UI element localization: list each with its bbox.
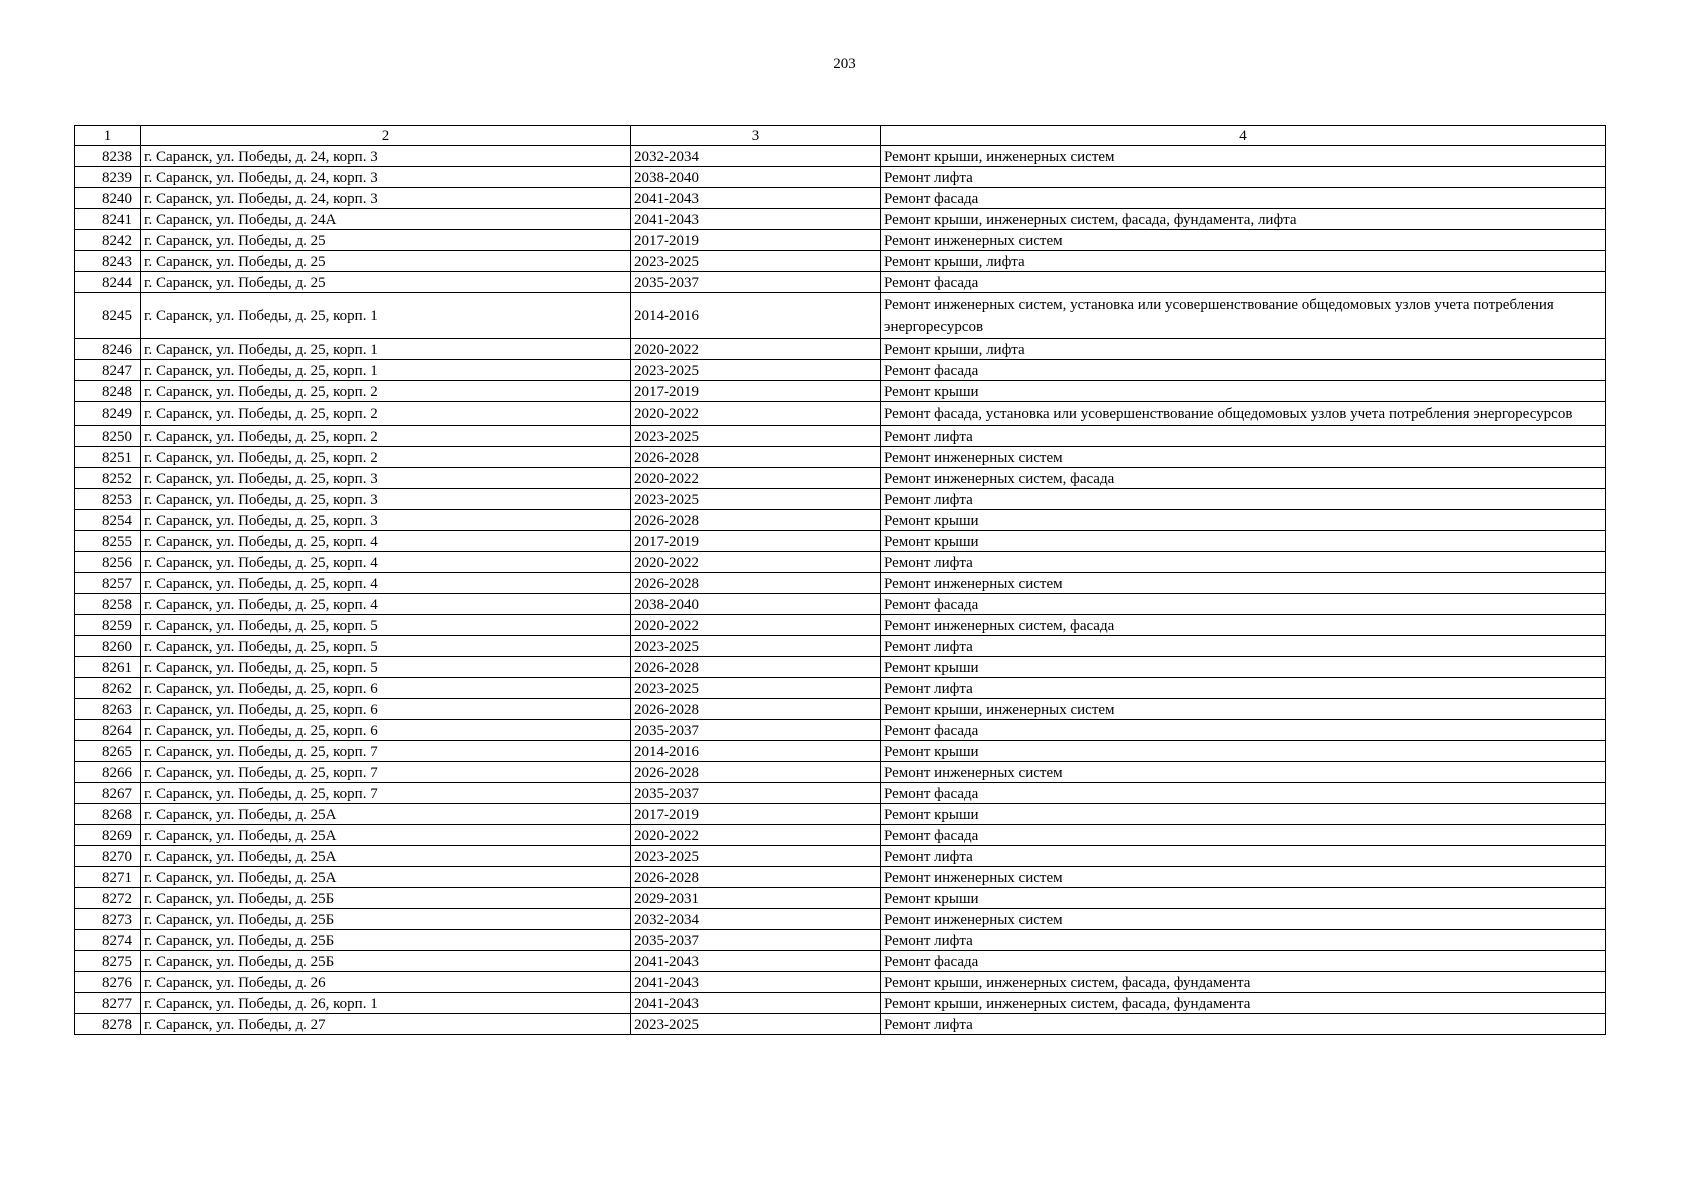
address-cell: г. Саранск, ул. Победы, д. 25, корп. 2	[141, 402, 631, 426]
row-number-cell: 8268	[75, 804, 141, 825]
address-cell: г. Саранск, ул. Победы, д. 24, корп. 3	[141, 146, 631, 167]
address-cell: г. Саранск, ул. Победы, д. 25, корп. 7	[141, 741, 631, 762]
period-cell: 2041-2043	[631, 209, 881, 230]
address-cell: г. Саранск, ул. Победы, д. 25, корп. 2	[141, 447, 631, 468]
work-type-cell: Ремонт лифта	[881, 678, 1606, 699]
period-cell: 2017-2019	[631, 381, 881, 402]
work-type-cell: Ремонт фасада	[881, 951, 1606, 972]
row-number-cell: 8275	[75, 951, 141, 972]
row-number-cell: 8265	[75, 741, 141, 762]
work-type-cell: Ремонт фасада	[881, 783, 1606, 804]
table-row	[75, 867, 1606, 888]
period-cell: 2017-2019	[631, 230, 881, 251]
address-cell: г. Саранск, ул. Победы, д. 25А	[141, 846, 631, 867]
address-cell: г. Саранск, ул. Победы, д. 25	[141, 272, 631, 293]
row-number-cell: 8241	[75, 209, 141, 230]
period-cell: 2032-2034	[631, 146, 881, 167]
work-type-cell: Ремонт лифта	[881, 426, 1606, 447]
address-cell: г. Саранск, ул. Победы, д. 25, корп. 7	[141, 783, 631, 804]
period-cell: 2029-2031	[631, 888, 881, 909]
period-cell: 2017-2019	[631, 804, 881, 825]
column-header-1: 1	[75, 126, 141, 146]
table-row	[75, 825, 1606, 846]
row-number-cell: 8259	[75, 615, 141, 636]
row-number-cell: 8260	[75, 636, 141, 657]
table-row	[75, 447, 1606, 468]
period-cell: 2035-2037	[631, 720, 881, 741]
row-number-cell: 8261	[75, 657, 141, 678]
period-cell: 2026-2028	[631, 447, 881, 468]
work-type-cell: Ремонт инженерных систем	[881, 909, 1606, 930]
work-type-cell: Ремонт инженерных систем, фасада	[881, 615, 1606, 636]
period-cell: 2023-2025	[631, 426, 881, 447]
period-cell: 2020-2022	[631, 825, 881, 846]
column-header-2: 2	[141, 126, 631, 146]
row-number-cell: 8255	[75, 531, 141, 552]
address-cell: г. Саранск, ул. Победы, д. 24, корп. 3	[141, 167, 631, 188]
column-header-4: 4	[881, 126, 1606, 146]
row-number-cell: 8264	[75, 720, 141, 741]
table-row	[75, 230, 1606, 251]
period-cell: 2035-2037	[631, 272, 881, 293]
row-number-cell: 8240	[75, 188, 141, 209]
period-cell: 2017-2019	[631, 531, 881, 552]
address-cell: г. Саранск, ул. Победы, д. 25А	[141, 825, 631, 846]
period-cell: 2020-2022	[631, 402, 881, 426]
address-cell: г. Саранск, ул. Победы, д. 25А	[141, 867, 631, 888]
work-type-cell: Ремонт крыши	[881, 888, 1606, 909]
table-row	[75, 951, 1606, 972]
row-number-cell: 8250	[75, 426, 141, 447]
work-type-cell: Ремонт лифта	[881, 489, 1606, 510]
row-number-cell: 8263	[75, 699, 141, 720]
work-type-cell: Ремонт крыши, лифта	[881, 251, 1606, 272]
table-row	[75, 402, 1606, 426]
address-cell: г. Саранск, ул. Победы, д. 27	[141, 1014, 631, 1035]
work-type-cell: Ремонт инженерных систем	[881, 230, 1606, 251]
table-row	[75, 573, 1606, 594]
row-number-cell: 8272	[75, 888, 141, 909]
capital-repair-table	[74, 125, 1606, 1035]
work-type-cell: Ремонт крыши, инженерных систем	[881, 146, 1606, 167]
table-row	[75, 657, 1606, 678]
period-cell: 2038-2040	[631, 167, 881, 188]
period-cell: 2014-2016	[631, 293, 881, 339]
address-cell: г. Саранск, ул. Победы, д. 24А	[141, 209, 631, 230]
row-number-cell: 8269	[75, 825, 141, 846]
page-number: 203	[833, 56, 856, 72]
work-type-cell: Ремонт лифта	[881, 552, 1606, 573]
work-type-cell: Ремонт крыши, инженерных систем, фасада, фундамента	[881, 993, 1606, 1014]
address-cell: г. Саранск, ул. Победы, д. 25Б	[141, 888, 631, 909]
row-number-cell: 8246	[75, 339, 141, 360]
table-row	[75, 531, 1606, 552]
row-number-cell: 8253	[75, 489, 141, 510]
work-type-cell: Ремонт фасада	[881, 720, 1606, 741]
table-row	[75, 993, 1606, 1014]
table-row	[75, 888, 1606, 909]
work-type-cell: Ремонт лифта	[881, 846, 1606, 867]
table-row	[75, 489, 1606, 510]
period-cell: 2023-2025	[631, 1014, 881, 1035]
table-row	[75, 636, 1606, 657]
work-type-cell: Ремонт лифта	[881, 167, 1606, 188]
address-cell: г. Саранск, ул. Победы, д. 25Б	[141, 951, 631, 972]
period-cell: 2032-2034	[631, 909, 881, 930]
table-row	[75, 510, 1606, 531]
row-number-cell: 8257	[75, 573, 141, 594]
table-header-row	[75, 126, 1606, 146]
period-cell: 2041-2043	[631, 188, 881, 209]
work-type-cell: Ремонт крыши, лифта	[881, 339, 1606, 360]
address-cell: г. Саранск, ул. Победы, д. 25, корп. 7	[141, 762, 631, 783]
work-type-cell: Ремонт крыши	[881, 804, 1606, 825]
row-number-cell: 8252	[75, 468, 141, 489]
table-row	[75, 972, 1606, 993]
address-cell: г. Саранск, ул. Победы, д. 25	[141, 251, 631, 272]
table-row	[75, 720, 1606, 741]
row-number-cell: 8270	[75, 846, 141, 867]
period-cell: 2035-2037	[631, 930, 881, 951]
address-cell: г. Саранск, ул. Победы, д. 25, корп. 4	[141, 594, 631, 615]
period-cell: 2020-2022	[631, 468, 881, 489]
row-number-cell: 8271	[75, 867, 141, 888]
row-number-cell: 8247	[75, 360, 141, 381]
row-number-cell: 8262	[75, 678, 141, 699]
address-cell: г. Саранск, ул. Победы, д. 25, корп. 3	[141, 489, 631, 510]
work-type-cell: Ремонт фасада	[881, 188, 1606, 209]
table-row	[75, 846, 1606, 867]
period-cell: 2026-2028	[631, 657, 881, 678]
address-cell: г. Саранск, ул. Победы, д. 25, корп. 1	[141, 293, 631, 339]
work-type-cell: Ремонт крыши	[881, 381, 1606, 402]
address-cell: г. Саранск, ул. Победы, д. 25, корп. 3	[141, 468, 631, 489]
address-cell: г. Саранск, ул. Победы, д. 25, корп. 6	[141, 678, 631, 699]
table-row	[75, 699, 1606, 720]
work-type-cell: Ремонт крыши	[881, 531, 1606, 552]
period-cell: 2041-2043	[631, 951, 881, 972]
work-type-cell: Ремонт крыши	[881, 741, 1606, 762]
table-row	[75, 552, 1606, 573]
period-cell: 2041-2043	[631, 993, 881, 1014]
address-cell: г. Саранск, ул. Победы, д. 25, корп. 3	[141, 510, 631, 531]
address-cell: г. Саранск, ул. Победы, д. 25, корп. 5	[141, 657, 631, 678]
period-cell: 2023-2025	[631, 678, 881, 699]
row-number-cell: 8238	[75, 146, 141, 167]
period-cell: 2023-2025	[631, 489, 881, 510]
row-number-cell: 8256	[75, 552, 141, 573]
period-cell: 2020-2022	[631, 615, 881, 636]
table-row	[75, 272, 1606, 293]
address-cell: г. Саранск, ул. Победы, д. 25А	[141, 804, 631, 825]
work-type-cell: Ремонт инженерных систем	[881, 867, 1606, 888]
table-row	[75, 426, 1606, 447]
table-row	[75, 146, 1606, 167]
table-row	[75, 741, 1606, 762]
work-type-cell: Ремонт фасада	[881, 825, 1606, 846]
address-cell: г. Саранск, ул. Победы, д. 25	[141, 230, 631, 251]
period-cell: 2023-2025	[631, 846, 881, 867]
address-cell: г. Саранск, ул. Победы, д. 25, корп. 1	[141, 339, 631, 360]
table-row	[75, 293, 1606, 339]
column-header-3: 3	[631, 126, 881, 146]
row-number-cell: 8278	[75, 1014, 141, 1035]
work-type-cell: Ремонт инженерных систем, фасада	[881, 468, 1606, 489]
address-cell: г. Саранск, ул. Победы, д. 25, корп. 6	[141, 699, 631, 720]
work-type-cell: Ремонт лифта	[881, 1014, 1606, 1035]
address-cell: г. Саранск, ул. Победы, д. 25Б	[141, 930, 631, 951]
row-number-cell: 8258	[75, 594, 141, 615]
address-cell: г. Саранск, ул. Победы, д. 25, корп. 5	[141, 636, 631, 657]
table-row	[75, 909, 1606, 930]
period-cell: 2026-2028	[631, 699, 881, 720]
address-cell: г. Саранск, ул. Победы, д. 25, корп. 2	[141, 426, 631, 447]
period-cell: 2020-2022	[631, 552, 881, 573]
table-row	[75, 762, 1606, 783]
row-number-cell: 8239	[75, 167, 141, 188]
work-type-cell: Ремонт крыши	[881, 657, 1606, 678]
work-type-cell: Ремонт лифта	[881, 636, 1606, 657]
address-cell: г. Саранск, ул. Победы, д. 24, корп. 3	[141, 188, 631, 209]
work-type-cell: Ремонт крыши, инженерных систем, фасада, фундамента, лифта	[881, 209, 1606, 230]
table-row	[75, 1014, 1606, 1035]
row-number-cell: 8267	[75, 783, 141, 804]
row-number-cell: 8243	[75, 251, 141, 272]
work-type-cell: Ремонт инженерных систем	[881, 573, 1606, 594]
period-cell: 2023-2025	[631, 251, 881, 272]
table-row	[75, 594, 1606, 615]
table-row	[75, 360, 1606, 381]
address-cell: г. Саранск, ул. Победы, д. 25, корп. 4	[141, 573, 631, 594]
table-row	[75, 167, 1606, 188]
work-type-cell: Ремонт крыши	[881, 510, 1606, 531]
period-cell: 2023-2025	[631, 360, 881, 381]
row-number-cell: 8245	[75, 293, 141, 339]
table-row	[75, 209, 1606, 230]
work-type-cell: Ремонт крыши, инженерных систем, фасада, фундамента	[881, 972, 1606, 993]
table-row	[75, 188, 1606, 209]
work-type-cell: Ремонт крыши, инженерных систем	[881, 699, 1606, 720]
period-cell: 2041-2043	[631, 972, 881, 993]
work-type-cell: Ремонт фасада, установка или усовершенствование общедомовых узлов учета потребления энергоресурсов	[881, 402, 1606, 426]
work-type-cell: Ремонт лифта	[881, 930, 1606, 951]
period-cell: 2026-2028	[631, 510, 881, 531]
period-cell: 2038-2040	[631, 594, 881, 615]
period-cell: 2035-2037	[631, 783, 881, 804]
address-cell: г. Саранск, ул. Победы, д. 25, корп. 6	[141, 720, 631, 741]
address-cell: г. Саранск, ул. Победы, д. 26, корп. 1	[141, 993, 631, 1014]
period-cell: 2026-2028	[631, 867, 881, 888]
address-cell: г. Саранск, ул. Победы, д. 25, корп. 4	[141, 552, 631, 573]
period-cell: 2026-2028	[631, 762, 881, 783]
period-cell: 2014-2016	[631, 741, 881, 762]
table-row	[75, 339, 1606, 360]
table-row	[75, 804, 1606, 825]
period-cell: 2023-2025	[631, 636, 881, 657]
work-type-cell: Ремонт фасада	[881, 594, 1606, 615]
row-number-cell: 8251	[75, 447, 141, 468]
address-cell: г. Саранск, ул. Победы, д. 25, корп. 5	[141, 615, 631, 636]
period-cell: 2020-2022	[631, 339, 881, 360]
address-cell: г. Саранск, ул. Победы, д. 25, корп. 4	[141, 531, 631, 552]
table-row	[75, 783, 1606, 804]
row-number-cell: 8274	[75, 930, 141, 951]
row-number-cell: 8276	[75, 972, 141, 993]
work-type-cell: Ремонт инженерных систем	[881, 762, 1606, 783]
row-number-cell: 8254	[75, 510, 141, 531]
table-row	[75, 930, 1606, 951]
work-type-cell: Ремонт инженерных систем	[881, 447, 1606, 468]
row-number-cell: 8266	[75, 762, 141, 783]
row-number-cell: 8242	[75, 230, 141, 251]
address-cell: г. Саранск, ул. Победы, д. 25, корп. 1	[141, 360, 631, 381]
work-type-cell: Ремонт инженерных систем, установка или усовершенствование общедомовых узлов учета потребления энергоресурсов	[881, 293, 1606, 339]
row-number-cell: 8244	[75, 272, 141, 293]
table-row	[75, 615, 1606, 636]
row-number-cell: 8248	[75, 381, 141, 402]
work-type-cell: Ремонт фасада	[881, 360, 1606, 381]
row-number-cell: 8277	[75, 993, 141, 1014]
table-row	[75, 678, 1606, 699]
address-cell: г. Саранск, ул. Победы, д. 26	[141, 972, 631, 993]
table-row	[75, 381, 1606, 402]
address-cell: г. Саранск, ул. Победы, д. 25, корп. 2	[141, 381, 631, 402]
period-cell: 2026-2028	[631, 573, 881, 594]
row-number-cell: 8273	[75, 909, 141, 930]
address-cell: г. Саранск, ул. Победы, д. 25Б	[141, 909, 631, 930]
row-number-cell: 8249	[75, 402, 141, 426]
table-row	[75, 251, 1606, 272]
work-type-cell: Ремонт фасада	[881, 272, 1606, 293]
table-row	[75, 468, 1606, 489]
table-body	[75, 146, 1606, 1035]
